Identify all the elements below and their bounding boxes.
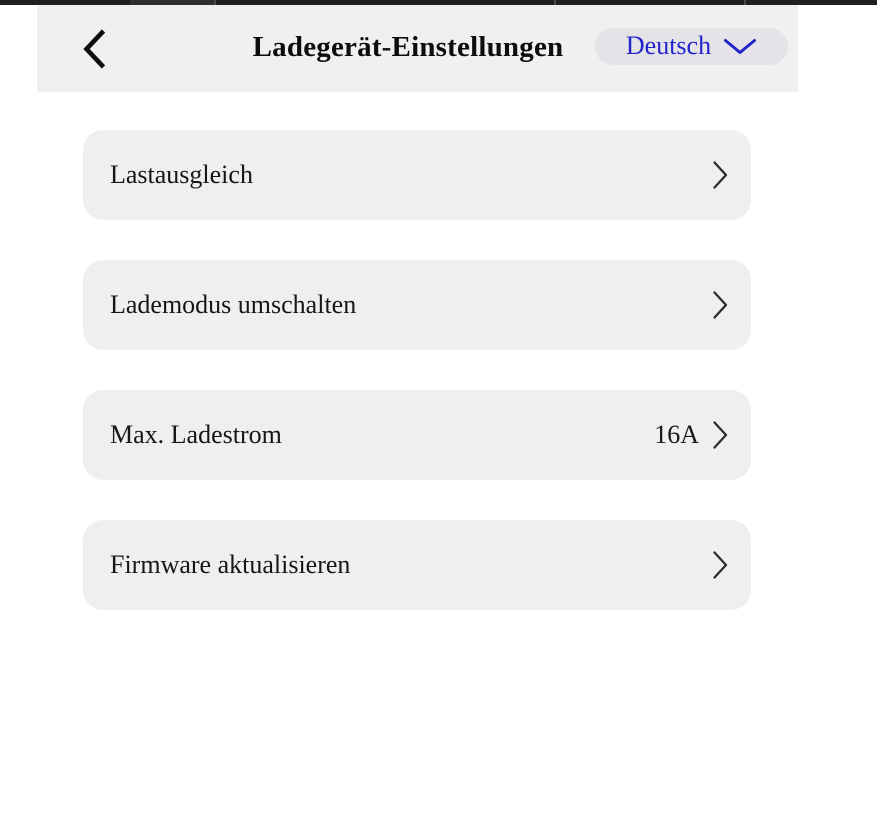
chevron-left-icon [82,28,108,70]
list-item-lademodus[interactable] [83,260,751,350]
chevron-right-icon [712,160,729,190]
settings-list [83,130,751,610]
language-selector[interactable] [595,28,788,65]
app-header [37,5,798,92]
list-item-max-ladestrom[interactable] [83,390,751,480]
list-item-label: Firmware aktualisieren [110,550,351,579]
list-item-label: Lastausgleich [110,160,253,189]
list-item-label: Lademodus umschalten [110,290,357,319]
list-item-value: 16A [654,420,699,449]
list-item-label: Max. Ladestrom [110,420,282,449]
page-title: Ladegerät-Einstellungen [252,30,564,63]
chevron-right-icon [712,290,729,320]
chevron-right-icon [712,420,729,450]
chevron-right-icon [712,550,729,580]
chevron-down-icon [723,38,757,56]
list-item-firmware[interactable] [83,520,751,610]
list-item-lastausgleich[interactable] [83,130,751,220]
language-label: Deutsch [625,30,712,60]
back-button[interactable] [67,21,123,77]
